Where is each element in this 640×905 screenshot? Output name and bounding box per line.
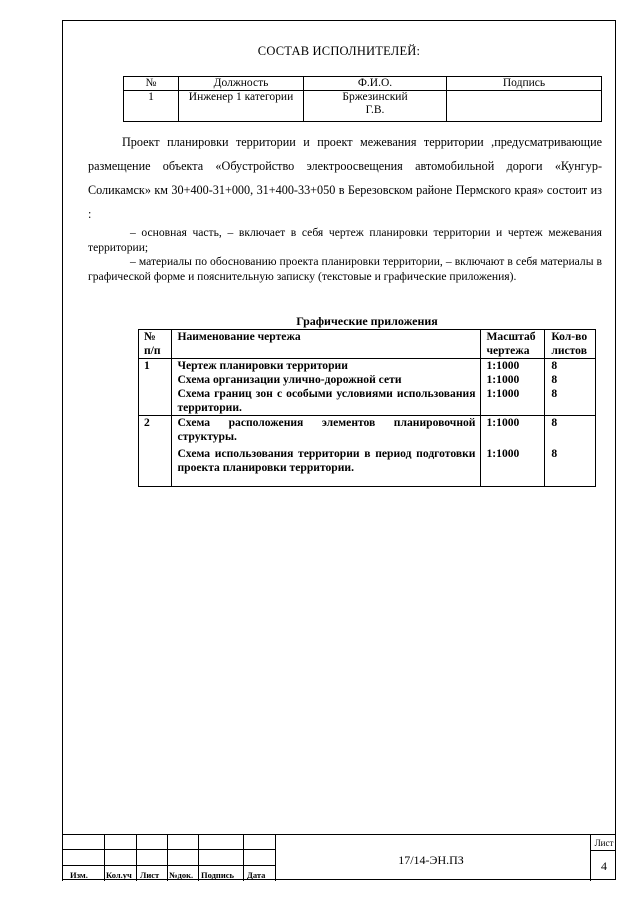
stamp-line bbox=[62, 835, 63, 881]
header-cell-number bbox=[139, 330, 172, 359]
executors-table bbox=[123, 76, 602, 122]
stamp-line bbox=[167, 835, 168, 881]
drawing-sheet-count: 8 bbox=[551, 373, 558, 386]
drawing-sheet-count: 8 bbox=[551, 359, 558, 372]
name-line-1: Бржезинский bbox=[342, 91, 408, 103]
cell-scales bbox=[481, 359, 545, 416]
cell-name bbox=[304, 91, 447, 122]
table-row bbox=[124, 91, 602, 122]
table-header-row bbox=[139, 330, 596, 359]
stamp-label-count: Кол.уч bbox=[106, 870, 132, 880]
cell-scales bbox=[481, 416, 545, 487]
cell-drawing-names bbox=[172, 359, 481, 416]
table-row bbox=[139, 416, 596, 487]
stamp-line bbox=[198, 835, 199, 881]
header-cell-scale bbox=[481, 330, 545, 359]
drawing-scale: 1:1000 bbox=[486, 373, 520, 386]
graphics-caption: Графические приложения bbox=[296, 314, 438, 328]
header-cell-position: Должность bbox=[179, 77, 304, 91]
drawing-name: Схема использования территории в период подготовки проекта планировки территории. bbox=[177, 447, 476, 474]
sheet-number: 4 bbox=[601, 859, 607, 873]
header-cell-drawing-name: Наименование чертежа bbox=[172, 330, 481, 359]
stamp-label-sheet: Лист bbox=[140, 870, 160, 880]
header-cell-sheet-count bbox=[545, 330, 596, 359]
cell-drawing-names bbox=[172, 416, 481, 487]
drawing-scale: 1:1000 bbox=[486, 387, 520, 400]
page-title: СОСТАВ ИСПОЛНИТЕЛЕЙ: bbox=[257, 44, 421, 58]
header-count-line-1: Кол-во bbox=[551, 330, 588, 343]
drawing-sheet-count: 8 bbox=[551, 416, 558, 429]
header-scale-line-2: чертежа bbox=[486, 344, 530, 357]
name-line-2: Г.В. bbox=[365, 104, 385, 116]
header-scale-line-1: Масштаб bbox=[486, 330, 536, 343]
graphics-table bbox=[138, 329, 596, 487]
table-header-row bbox=[124, 77, 602, 91]
stamp-line bbox=[590, 850, 616, 851]
drawing-name: Схема расположения элементов планировочной структуры. bbox=[177, 416, 476, 443]
drawing-name: Схема границ зон с особыми условиями использования территории. bbox=[177, 387, 476, 414]
cell-counts bbox=[545, 416, 596, 487]
table-row bbox=[139, 359, 596, 416]
header-cell-name: Ф.И.О. bbox=[304, 77, 447, 91]
stamp-line bbox=[136, 835, 137, 881]
cell-number: 1 bbox=[139, 359, 172, 416]
paragraph-main-part: – основная часть, – включает в себя чертеж планировки территории и чертеж межевания территории; bbox=[88, 226, 602, 254]
paragraph-materials: – материалы по обоснованию проекта планировки территории, – включают в себя материалы в графической форме и пояснительную записку (текстовые и графические приложения). bbox=[88, 255, 602, 283]
header-count-line-2: листов bbox=[551, 344, 587, 357]
drawing-name: Чертеж планировки территории bbox=[177, 359, 348, 372]
stamp-line bbox=[243, 835, 244, 881]
header-cell-number: № bbox=[124, 77, 179, 91]
stamp-label-date: Дата bbox=[247, 870, 266, 880]
header-number-line-2: п/п bbox=[144, 344, 161, 357]
stamp-line bbox=[104, 835, 105, 881]
drawing-sheet-count: 8 bbox=[551, 387, 558, 400]
cell-signature bbox=[447, 91, 602, 122]
stamp-label-doc-number: №док. bbox=[169, 870, 194, 880]
cell-number: 2 bbox=[139, 416, 172, 487]
header-number-line-1: № bbox=[144, 330, 156, 343]
title-block bbox=[62, 834, 616, 881]
stamp-label-signature: Подпись bbox=[201, 870, 234, 880]
drawing-name: Схема организации улично-дорожной сети bbox=[177, 373, 402, 386]
drawing-scale: 1:1000 bbox=[486, 359, 520, 372]
cell-position: Инженер 1 категории bbox=[179, 91, 304, 122]
cell-number: 1 bbox=[124, 91, 179, 122]
stamp-label-change: Изм. bbox=[70, 870, 88, 880]
drawing-scale: 1:1000 bbox=[486, 447, 520, 460]
header-cell-signature: Подпись bbox=[447, 77, 602, 91]
document-code: 17/14-ЭН.ПЗ bbox=[398, 853, 464, 867]
cell-counts bbox=[545, 359, 596, 416]
sheet-label: Лист bbox=[594, 838, 614, 848]
paragraph-intro: Проект планировки территории и проект межевания территории ,предусматривающие размещение объекта «Обустройство электроосвещения автомобильной дороги «Кунгур-Соликамск» км 30+400-31+000, 31+400-33+050 в Березовском районе Пермского края» состоит из : bbox=[88, 135, 602, 221]
drawing-sheet-count: 8 bbox=[551, 447, 558, 460]
drawing-scale: 1:1000 bbox=[486, 416, 520, 429]
stamp-line bbox=[590, 835, 591, 881]
